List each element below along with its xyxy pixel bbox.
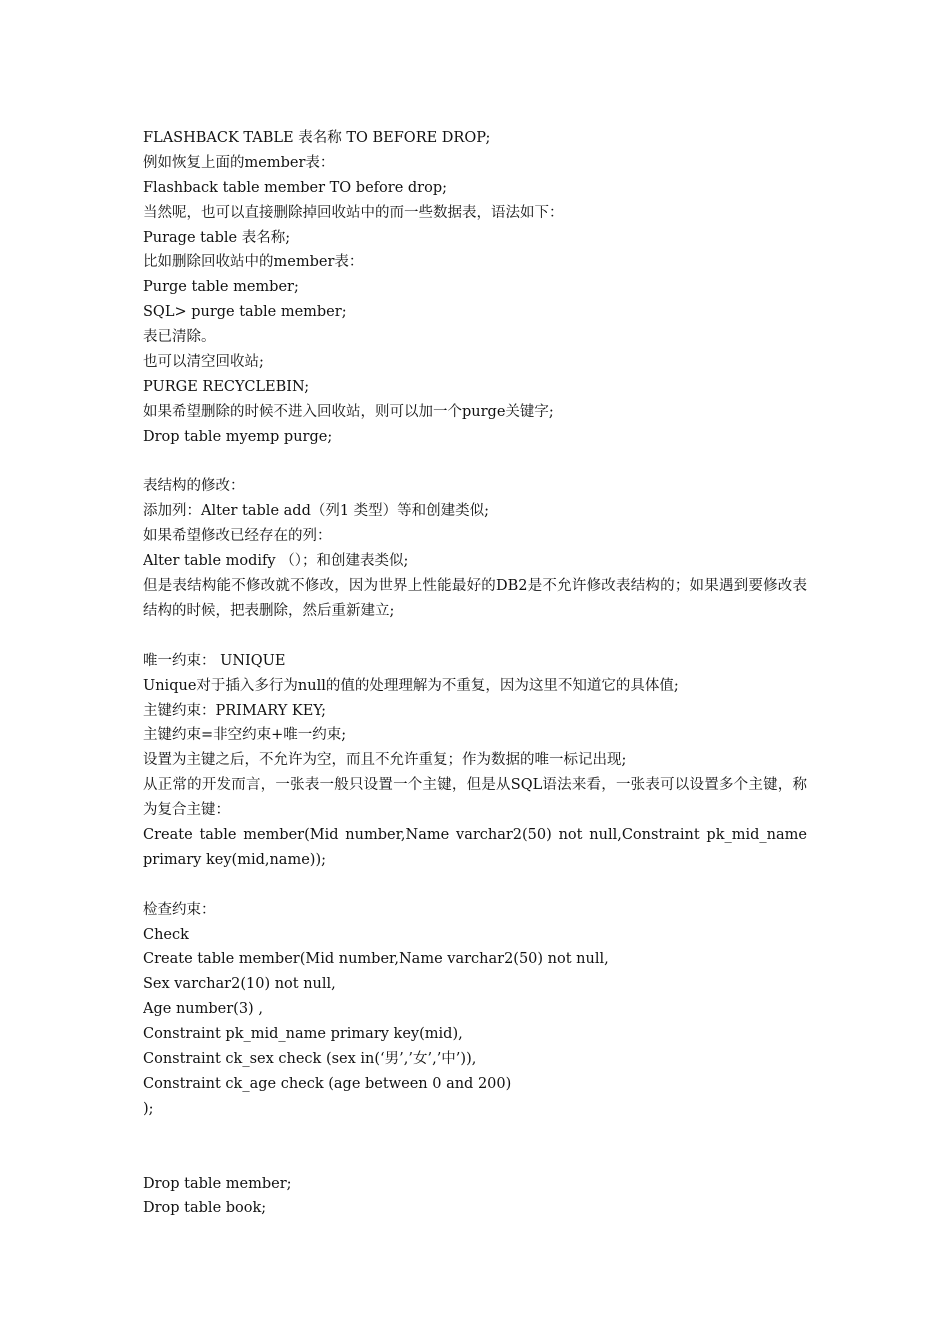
code-line: Age number(3) , [143,1001,263,1018]
blank-line [143,450,807,475]
paragraph: 从正常的开发而言，一张表一般只设置一个主键，但是从SQL语法来看，一张表可以设置多个主键，称为复合主键： [143,777,807,819]
section-heading: 检查约束： [143,901,216,918]
code-line: Constraint ck_sex check (sex in(‘男’,’女’,’中’)), [143,1051,477,1068]
text-line: SQL> purge table member; [143,304,347,321]
text-line: Check [143,926,189,943]
text-line: 也可以清空回收站; [143,354,264,371]
code-line: Drop table member; [143,1175,292,1192]
code-paragraph: Create table member(Mid number,Name varchar2(50) not null,Constraint pk_mid_name primary key(mid,name)); [143,827,807,868]
paragraph: 但是表结构能不修改就不修改，因为世界上性能最好的DB2是不允许修改表结构的；如果遇到要修改表结构的时候，把表删除，然后重新建立; [143,578,807,619]
text-line: Alter table modify （）；和创建表类似; [143,553,409,570]
text-line: 比如删除回收站中的member表： [143,254,364,271]
text-line: 设置为主键之后，不允许为空，而且不允许重复；作为数据的唯一标记出现; [143,752,627,769]
text-line: Flashback table member TO before drop; [143,179,447,196]
code-line: Sex varchar2(10) not null, [143,976,336,993]
code-line: Create table member(Mid number,Name varchar2(50) not null, [143,951,609,968]
blank-line [143,873,807,898]
blank-line [143,624,807,649]
text-line: 主键约束：PRIMARY KEY; [143,702,326,719]
code-line: Constraint ck_age check (age between 0 and 200) [143,1075,512,1092]
text-line: 添加列：Alter table add（列1 类型）等和创建类似; [143,503,490,520]
code-line: ); [143,1100,154,1117]
blank-line [143,1122,807,1147]
text-line: 当然呢，也可以直接删除掉回收站中的而一些数据表，语法如下： [143,204,564,221]
text-line: 表已清除。 [143,329,216,346]
document-body [143,126,807,1221]
text-line: 主键约束=非空约束+唯一约束; [143,727,347,744]
text-line: Unique对于插入多行为null的值的处理理解为不重复，因为这里不知道它的具体值; [143,677,679,694]
text-line: PURGE RECYCLEBIN; [143,378,310,395]
text-line: Drop table myemp purge; [143,428,333,445]
code-line: Drop table book; [143,1200,267,1217]
section-heading: 唯一约束： UNIQUE [143,652,286,669]
blank-line [143,1147,807,1172]
section-heading: 表结构的修改： [143,478,245,495]
text-line: Purage table 表名称; [143,229,291,246]
text-line: Purge table member; [143,279,299,296]
text-line: 如果希望修改已经存在的列： [143,528,332,545]
text-line: 如果希望删除的时候不进入回收站，则可以加一个purge关键字; [143,403,554,420]
text-line: FLASHBACK TABLE 表名称 TO BEFORE DROP; [143,130,491,146]
text-line: 例如恢复上面的member表： [143,154,335,171]
code-line: Constraint pk_mid_name primary key(mid), [143,1026,463,1043]
